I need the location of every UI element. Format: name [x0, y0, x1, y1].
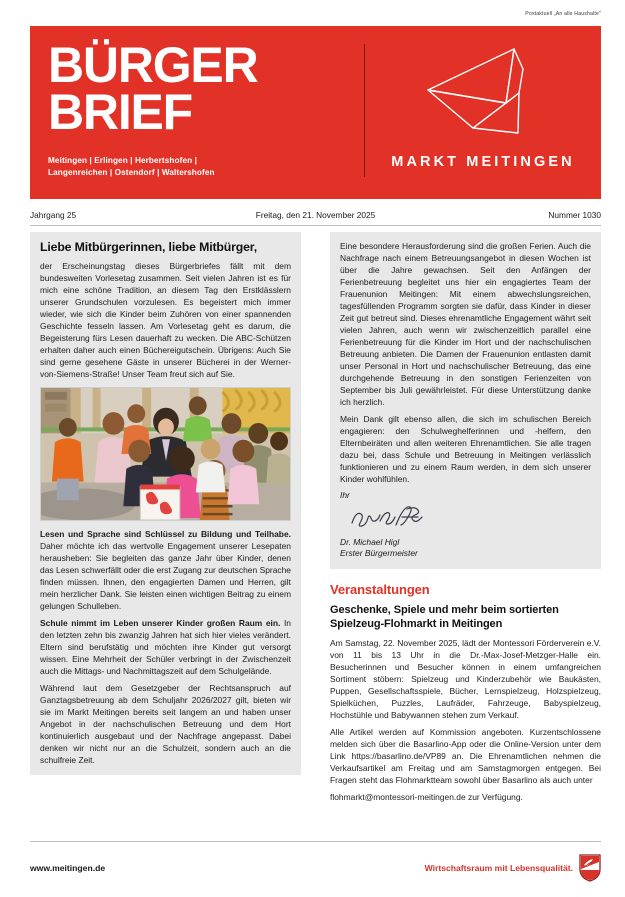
masthead-places-line2: Langenreichen | Ostendorf | Waltershofen	[48, 168, 215, 178]
signer-role: Erster Bürgermeister	[340, 548, 418, 559]
letter-closing: Ihr	[340, 490, 350, 500]
handwritten-signature-icon	[344, 501, 454, 531]
vorlesetag-photo-graphic	[41, 388, 290, 520]
issue-date: Freitag, den 21. November 2025	[255, 209, 376, 220]
mayor-letter-box	[30, 232, 301, 775]
letter-paragraph-3-lead: Schule nimmt im Leben unserer Kinder großen Raum ein.	[40, 618, 281, 628]
letter-paragraph-2	[40, 528, 291, 612]
footer-website-url[interactable]: www.meitingen.de	[30, 863, 106, 873]
letter-paragraph-5: Eine besondere Herausforderung sind die großen Ferien. Auch die Nachfrage nach einem Betreuungsangebot in diesen Wochen ist über die Jahre gewachsen. Seit den Anfängen der Ferienbetreuung begleitet uns hier ein engagiertes Team der Frauenunion Meitingen: Mit einem abwechslungsreichen, tagesfüllenden Programm sorgten sie dafür, dass Kinder in dieser Zeit gut betreut sind. Dieses ehrenamtliche Engagement währt seit vielen Jahren, auch wenn wir zwischenzeitlich parallel eine Ferienbetreuung für die Kinder im Hort und der nachschulischen Betreuung anbieten. Die Damen der Frauenunion entlasten damit unser Personal in Hort und nachschulischer Betreuung, das eine durchgehende Betreuung in den sonstigen Ferienzeiten von September bis Juli gewährleistet. Für diese Unterstützung danke ich herzlich.	[340, 241, 591, 407]
letter-paragraph-4: Während laut dem Gesetzgeber der Rechtsanspruch auf Ganztagsbetreuung ab dem Schuljahr 2026/2027 gilt, bieten wir sie im Markt Meitingen bereits seit langem an und haben unser Angebot in der nachschulischen Betreuung und dem Hort kontinuierlich ausgebaut und der Nachfrage angepasst. Dabei denken wir nicht nur an die Schulzeit, sondern auch an die schulfreie Zeit.	[40, 683, 291, 765]
meitingen-coat-of-arms-icon	[579, 854, 601, 882]
masthead	[30, 26, 601, 199]
meitingen-triangle-logo-icon	[418, 40, 548, 148]
footer-brand-block	[425, 854, 601, 882]
event-paragraph-3: flohmarkt@montessori-meitingen.de zur Verfügung.	[330, 791, 523, 802]
issue-bar	[30, 204, 601, 226]
section-title-veranstaltungen: Veranstaltungen	[330, 581, 430, 597]
event-article-title: Geschenke, Spiele und mehr beim sortierten Spielzeug-Flohmarkt in Meitingen	[330, 603, 559, 630]
left-column	[30, 232, 301, 775]
masthead-titleblock	[30, 26, 364, 199]
masthead-title	[48, 37, 364, 140]
masthead-brandblock	[365, 26, 601, 199]
footer-divider	[30, 841, 601, 842]
issue-volume: Jahrgang 25	[30, 209, 77, 220]
letter-paragraph-3	[40, 617, 291, 677]
letter-paragraph-1: der Erscheinungstag dieses Bürgerbriefes fällt mit dem bundesweiten Vorlesetag zusammen. Seit vielen Jahren ist es für mich eine schöne Tradition, an diesem Tag den Erstklässlern unserer Grundschulen vorzulesen. Es begeistert mich immer wieder, wie sich die Kinder beim Zuhören von einer spannenden Geschichte fesseln lassen. Am Vorlesetag geht es darum, die Begeisterung fürs Lesen dauerhaft zu wecken. Die ABC-Schützen erhalten daher auch einen Büchereigutschein. Übrigens: Auch Sie sind gerne gesehene Gäste in unserer Bücherei in der Werner-von-Siemens-Straße! Unser Team freut sich auf Sie.	[40, 261, 291, 379]
masthead-places	[48, 155, 364, 180]
vorlesetag-photo	[40, 387, 291, 521]
letter-heading: Liebe Mitbürgerinnen, liebe Mitbürger,	[40, 240, 258, 254]
postal-notice: Postaktuell „An alle Haushalte"	[525, 11, 601, 17]
letter-paragraph-6: Mein Dank gilt ebenso allen, die sich im schulischen Bereich engagieren: den Schulweghelferinnen und -helfern, den Elternbeiräten und allen weiteren Ehrenamtlichen. Sie alle tragen dazu bei, dass Schule und Betreuung in Meitingen verlässlich funktionieren und zu einem Raum werden, in dem sich unserer Kinder wohlfühlen.	[340, 414, 591, 484]
mayor-letter-box-continued	[330, 232, 601, 569]
footer	[30, 854, 601, 882]
letter-paragraph-2-rest: Daher möchte ich das wertvolle Engagement unserer Lesepaten herausheben: Sie begleiten das ganze Jahr über Kinder, denen das Lesen schwerfällt oder die erst Zugang zur deutschen Sprache finden müssen. Ihnen, den engagierten Damen und Herren, gilt mein herzlicher Dank. Sie leisten einen wichtigen Beitrag zu einem gelungen Schulleben.	[40, 541, 291, 611]
masthead-brand: MARKT MEITINGEN	[391, 154, 575, 170]
event-paragraph-2: Alle Artikel werden auf Kommission angeboten. Kurzentschlossene melden sich über die Basarlino-App oder die Online-Version unter dem Link https://basarlino.de/VP89 an. Die Ehrenamtlichen nehmen die Verkaufsartikel am Freitag und am Samstagmorgen entgegen. Bei Fragen steht das Flohmarktteam sowohl über Basarlino als auch unter	[330, 726, 601, 785]
event-paragraph-1: Am Samstag, 22. November 2025, lädt der Montessori Förderverein e.V. von 11 bis 13 Uhr in die Dr.-Max-Josef-Metzger-Halle ein. Besucherinnen und Besucher können in einem umfangreichen Sortiment stöbern: Spielzeug und Kinderzubehör wie Baukästen, Puppen, Gesellschaftsspiele, Bücher, Lernspielzeug, Holzspielzeug, Spielküchen, Puzzles, Laufräder, Fahrzeuge, Babyspielzeug, Hochstühle und Babywannen stehen zum Verkauf.	[330, 637, 601, 720]
footer-slogan: Wirtschaftsraum mit Lebensqualität.	[424, 863, 573, 873]
letter-paragraph-2-lead: Lesen und Sprache sind Schlüssel zu Bildung und Teilhabe.	[40, 529, 291, 539]
masthead-places-line1: Meitingen | Erlingen | Herbertshofen |	[48, 156, 197, 165]
right-column	[330, 232, 601, 803]
masthead-title-line2: BRIEF	[48, 83, 193, 140]
letter-paragraph-3-rest: In den letzten zehn bis zwanzig Jahren hat sich hier vieles verändert. Eltern sind berufstätig und möchten ihre Kinder gut versorgt wissen. Eine Mehrheit der Schüler verbringt in der Zwischenzeit auch die Mittags- und Nachmittagszeit auf dem Schulgelände.	[40, 618, 291, 676]
masthead-title-line1: BÜRGER	[48, 37, 258, 93]
issue-number: Nummer 1030	[548, 209, 601, 220]
signer-name: Dr. Michael Higl	[340, 537, 400, 547]
